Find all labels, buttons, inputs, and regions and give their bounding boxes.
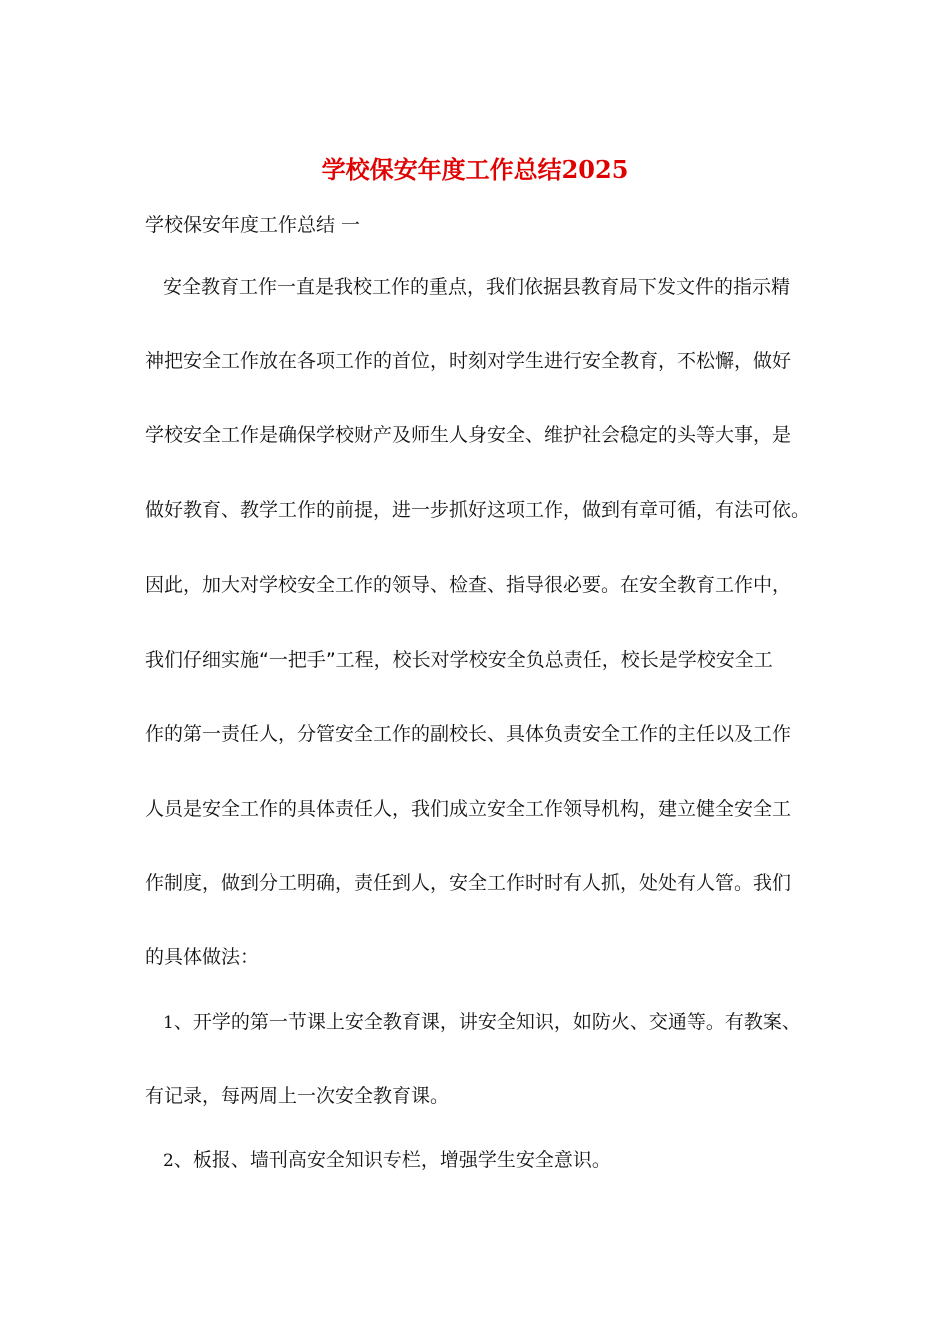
list-item bbox=[163, 1008, 801, 1037]
section-heading: 学校保安年度工作总结 一 bbox=[145, 214, 361, 236]
paragraph-line: 因此，加大对学校安全工作的领导、检查、指导很必要。在安全教育工作中， bbox=[145, 574, 792, 596]
paragraph-line: 人员是安全工作的具体责任人，我们成立安全工作领导机构，建立健全安全工 bbox=[145, 798, 792, 820]
paragraph-line: 我们仔细实施“一把手”工程，校长对学校安全负总责任，校长是学校安全工 bbox=[145, 649, 773, 671]
paragraph-line: 做好教育、教学工作的前提，进一步抓好这项工作，做到有章可循，有法可依。 bbox=[145, 499, 811, 521]
paragraph-line: 神把安全工作放在各项工作的首位，时刻对学生进行安全教育，不松懈，做好 bbox=[145, 350, 792, 372]
list-item-text: 、开学的第一节课上安全教育课，讲安全知识，如防火、交通等。有教案、 bbox=[173, 1011, 801, 1033]
list-item-continuation: 有记录，每两周上一次安全教育课。 bbox=[145, 1085, 450, 1107]
paragraph-line: 的具体做法： bbox=[145, 946, 260, 968]
list-item-number: 1 bbox=[163, 1013, 174, 1033]
list-item-text: 、板报、墙刊高安全知识专栏，增强学生安全意识。 bbox=[173, 1149, 611, 1171]
paragraph-line: 作的第一责任人，分管安全工作的副校长、具体负责安全工作的主任以及工作 bbox=[145, 723, 792, 745]
list-item bbox=[163, 1146, 611, 1175]
paragraph-line: 作制度，做到分工明确，责任到人，安全工作时时有人抓，处处有人管。我们 bbox=[145, 872, 792, 894]
paragraph-line: 安全教育工作一直是我校工作的重点，我们依据县教育局下发文件的指示精 bbox=[163, 276, 791, 298]
list-item-number: 2 bbox=[163, 1151, 174, 1171]
document-title: 学校保安年度工作总结2025 bbox=[321, 155, 629, 184]
paragraph-line: 学校安全工作是确保学校财产及师生人身安全、维护社会稳定的头等大事，是 bbox=[145, 424, 792, 446]
